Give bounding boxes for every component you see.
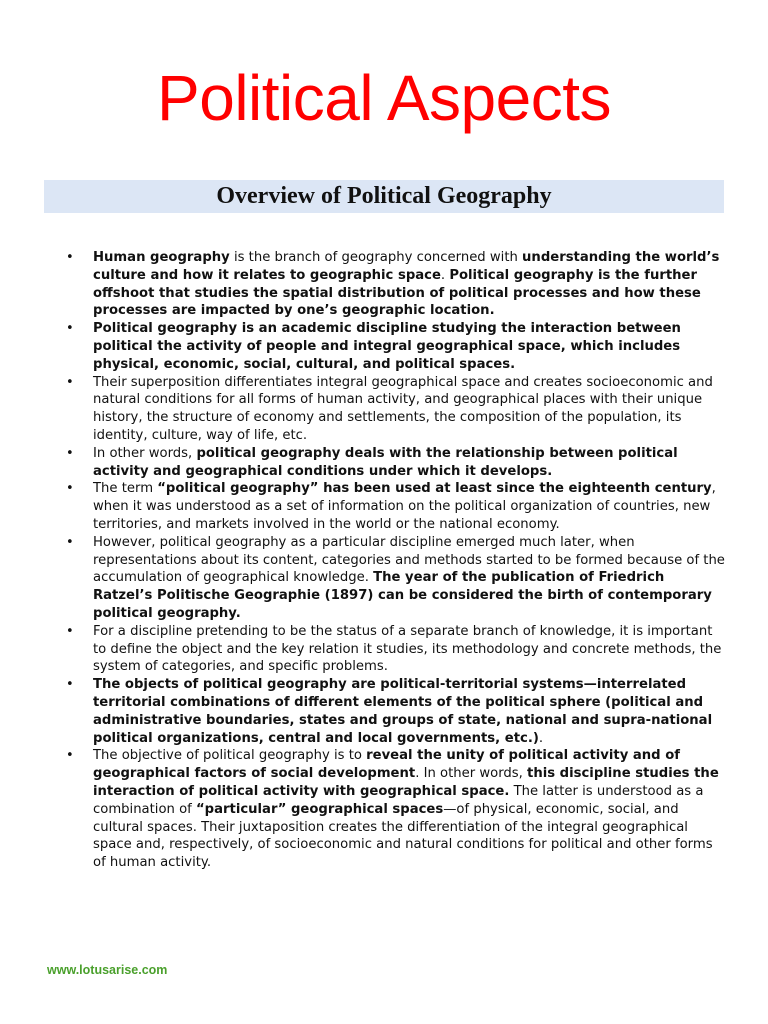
body-text: However, political geography as a particular discipline emerged much later, when representations about its content, categories and methods started to be formed because of the accumulation of geographical knowledge. (93, 534, 725, 586)
page-title: Political Aspects (157, 62, 611, 134)
bullet-icon: • (66, 445, 74, 461)
bold-text: “political geography” has been used at least since the eighteenth century (157, 481, 712, 497)
list-item (60, 534, 725, 623)
list-item (60, 676, 725, 747)
bold-text: Human geography (93, 250, 230, 265)
bold-text: Political geography is the further offshoot that studies the spatial distribution of political processes and how these processes are impacted by one’s geographic location. (93, 267, 701, 319)
list-item (60, 480, 725, 533)
bold-text: reveal the unity of political activity and of geographical factors of social development (93, 748, 681, 782)
list-item (60, 320, 725, 373)
website-link[interactable]: www.lotusarise.com (47, 963, 168, 977)
bold-text: “particular” geographical spaces (196, 801, 444, 817)
bullet-icon: • (66, 481, 74, 497)
bold-text: this discipline studies the interaction of political activity with geographical space. (93, 766, 719, 799)
body-text: The latter is understood as a combination of (93, 783, 704, 817)
bullet-icon: • (66, 374, 74, 390)
bold-text: Political geography is an academic discipline studying the interaction between political the activity of people and integral geographical space, which includes physical, economic, social, cultural, and political spaces. (93, 321, 681, 372)
bullet-icon: • (66, 250, 74, 265)
bold-text: political geography deals with the relationship between political activity and geographical conditions under which it develops. (93, 445, 678, 479)
body-text: In other words, (93, 445, 197, 461)
list-item (60, 374, 725, 445)
section-heading: Overview of Political Geography (216, 183, 552, 209)
bullet-list (60, 249, 725, 872)
bold-text: The year of the publication of Friedrich Ratzel’s Politische Geographie (1897) can be considered the birth of contemporary political geography. (93, 570, 712, 621)
body-text: , when it was understood as a set of information on the political organization of countries, new territories, and markets involved in the world or the national economy. (93, 481, 716, 532)
body-text: . In other words, (415, 766, 528, 782)
section-header-bar (44, 180, 724, 213)
body-text: . (538, 730, 544, 746)
body-text: For a discipline pretending to be the status of a separate branch of knowledge, it is important to define the object and the key relation it studies, its methodology and concrete methods, the system of categories, and specific problems. (93, 623, 722, 675)
bold-text: understanding the world’s culture and how it relates to geographic space (93, 250, 720, 283)
list-item (60, 249, 725, 320)
list-item (60, 445, 725, 481)
body-text: —of physical, economic, social, and cultural spaces. Their juxtaposition creates the differentiation of the integral geographical space and, respectively, of socioeconomic and natural conditions for political and other forms of human activity. (93, 801, 713, 871)
body-text: . (440, 267, 450, 283)
bold-text: The objects of political geography are political-territorial systems—interrelated territorial combinations of different elements of the political sphere (political and administrative boundaries, states and groups of state, national and supra-national political organizations, central and local governments, etc.) (93, 677, 713, 746)
body-text: The term (93, 481, 158, 497)
body-text: The objective of political geography is to (93, 748, 367, 764)
bullet-icon: • (66, 623, 74, 639)
list-item (60, 623, 725, 676)
body-text: is the branch of geography concerned with (229, 250, 523, 265)
bullet-icon: • (66, 534, 74, 550)
list-item (60, 747, 725, 872)
bullet-icon: • (66, 748, 74, 764)
body-text: Their superposition differentiates integral geographical space and creates socioeconomic and natural conditions for all forms of human activity, and geographical places with their unique history, the structure of economy and settlements, the composition of the population, its identity, culture, way of life, etc. (93, 374, 713, 443)
bullet-icon: • (66, 677, 74, 693)
bullet-icon: • (66, 321, 74, 337)
